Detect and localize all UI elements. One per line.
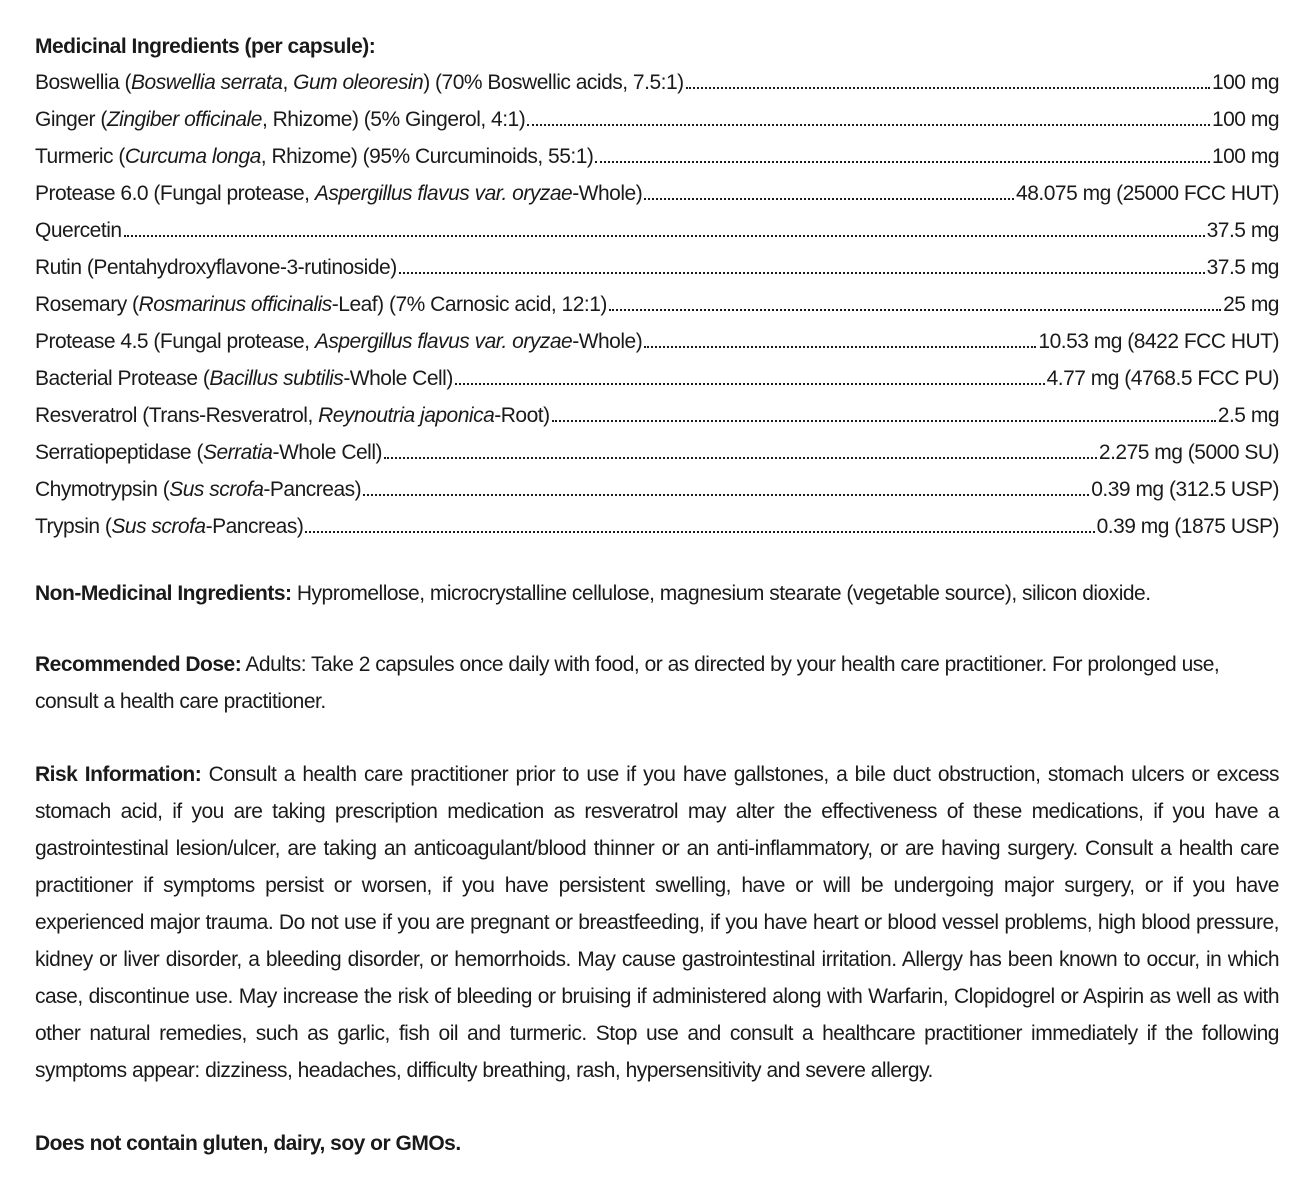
- dot-leader: [552, 420, 1216, 422]
- ingredient-name: [35, 360, 453, 397]
- ingredient-amount: 100 mg: [1211, 108, 1279, 131]
- dot-leader: [609, 309, 1221, 311]
- medicinal-ingredients-heading: Medicinal Ingredients (per capsule):: [35, 35, 376, 58]
- free-from-statement: Does not contain gluten, dairy, soy or GMOs.: [35, 1132, 461, 1155]
- ingredient-row: [35, 175, 1279, 212]
- ingredient-row: [35, 101, 1279, 138]
- ingredient-name-part: -Whole Cell): [343, 367, 453, 390]
- ingredient-name-part: Chymotrypsin (: [35, 478, 170, 501]
- medicinal-ingredients-list: [35, 64, 1279, 545]
- ingredient-row: [35, 64, 1279, 101]
- ingredient-name-part: -Root): [494, 404, 550, 427]
- ingredient-row: [35, 508, 1279, 545]
- ingredient-amount: 37.5 mg: [1206, 256, 1279, 279]
- dot-leader: [384, 457, 1097, 459]
- dot-leader: [644, 346, 1036, 348]
- ingredient-name-part: Rosemary (: [35, 293, 139, 316]
- ingredient-name-part: Turmeric (: [35, 145, 125, 168]
- ingredient-name-part: Ginger (: [35, 108, 107, 131]
- ingredient-name: [35, 138, 593, 175]
- ingredient-name-part: -Whole Cell): [272, 441, 382, 464]
- ingredient-name: [35, 249, 397, 286]
- ingredient-latin-name: Curcuma longa: [124, 145, 261, 168]
- ingredient-name-part: -Pancreas): [205, 515, 304, 538]
- ingredient-row: [35, 249, 1279, 286]
- ingredient-name-part: ) (70% Boswellic acids, 7.5:1): [423, 71, 684, 94]
- ingredient-name-part: ,: [282, 71, 294, 94]
- dot-leader: [124, 235, 1205, 237]
- ingredient-name-part: Resveratrol (Trans-Resveratrol,: [35, 404, 319, 427]
- ingredient-name-part: -Leaf) (7% Carnosic acid, 12:1): [331, 293, 607, 316]
- ingredient-amount: 2.5 mg: [1217, 404, 1279, 427]
- non-medicinal-ingredients: [35, 575, 1279, 612]
- dot-leader: [399, 272, 1205, 274]
- ingredient-name: [35, 471, 361, 508]
- ingredient-name-part: Boswellia (: [35, 71, 132, 94]
- ingredient-name-part: , Rhizome) (95% Curcuminoids, 55:1): [260, 145, 594, 168]
- ingredient-latin-name: Serratia: [202, 441, 273, 464]
- recommended-dose-label: Recommended Dose:: [35, 653, 242, 676]
- ingredient-latin-name: Aspergillus flavus var. oryzae: [314, 330, 573, 353]
- risk-information-text: Consult a health care practitioner prior to use if you have gallstones, a bile duct obstruction, stomach ulcers or excess stomach acid, if you are taking prescription medication as resveratrol may alter the effectiveness of these medications, if you have a gastrointestinal lesion/ulcer, are taking an anticoagulant/blood thinner or an anti-inflammatory, or are having surgery. Consult a health care practitioner if symptoms persist or worsen, if you have persistent swelling, have or will be undergoing major surgery, or if you have experienced major trauma. Do not use if you are pregnant or breastfeeding, if you have heart or blood vessel problems, high blood pressure, kidney or liver disorder, a bleeding disorder, or hemorrhoids. May cause gastrointestinal irritation. Allergy has been known to occur, in which case, discontinue use. May increase the risk of bleeding or bruising if administered along with Warfarin, Clopidogrel or Aspirin as well as with other natural remedies, such as garlic, fish oil and turmeric. Stop use and consult a healthcare practitioner immediately if the following symptoms appear: dizziness, headaches, difficulty breathing, rash, hypersensitivity and severe allergy.: [35, 763, 1279, 1082]
- ingredient-amount: 100 mg: [1211, 145, 1279, 168]
- ingredient-name: [35, 212, 122, 249]
- ingredient-row: [35, 212, 1279, 249]
- ingredient-latin-name: Bacillus subtilis: [209, 367, 344, 390]
- ingredient-row: [35, 434, 1279, 471]
- ingredient-name: [35, 101, 525, 138]
- ingredient-name: [35, 397, 550, 434]
- ingredient-row: [35, 471, 1279, 508]
- ingredient-latin-name: Sus scrofa: [169, 478, 264, 501]
- ingredient-name-part: Rutin (Pentahydroxyflavone-3-rutinoside): [35, 256, 397, 279]
- ingredient-amount: 4.77 mg (4768.5 FCC PU): [1046, 367, 1279, 390]
- dot-leader: [595, 161, 1210, 163]
- ingredient-name-part: Trypsin (: [35, 515, 112, 538]
- ingredient-latin-name: Reynoutria japonica: [318, 404, 495, 427]
- ingredient-name: [35, 64, 684, 101]
- ingredient-row: [35, 360, 1279, 397]
- recommended-dose-text: Adults: Take 2 capsules once daily with food, or as directed by your health care practitioner. For prolonged use, consult a health care practitioner.: [35, 653, 1220, 713]
- dot-leader: [686, 87, 1210, 89]
- ingredient-latin-name: Gum oleoresin: [293, 71, 424, 94]
- ingredient-name: [35, 175, 642, 212]
- ingredient-row: [35, 286, 1279, 323]
- dot-leader: [527, 124, 1210, 126]
- ingredient-name: [35, 286, 607, 323]
- ingredient-latin-name: Rosmarinus officinalis: [138, 293, 332, 316]
- ingredient-name: [35, 508, 303, 545]
- ingredient-amount: 100 mg: [1211, 71, 1279, 94]
- ingredient-name-part: -Whole): [572, 182, 643, 205]
- ingredient-name: [35, 323, 642, 360]
- ingredient-row: [35, 138, 1279, 175]
- ingredient-latin-name: Aspergillus flavus var. oryzae: [314, 182, 573, 205]
- supplement-label: [35, 30, 1279, 1162]
- ingredient-amount: 48.075 mg (25000 FCC HUT): [1016, 182, 1279, 205]
- ingredient-name-part: -Whole): [572, 330, 643, 353]
- ingredient-latin-name: Sus scrofa: [111, 515, 206, 538]
- non-medicinal-text: Hypromellose, microcrystalline cellulose, magnesium stearate (vegetable source), silicon dioxide.: [291, 582, 1151, 605]
- ingredient-amount: 37.5 mg: [1206, 219, 1279, 242]
- ingredient-name-part: Bacterial Protease (: [35, 367, 210, 390]
- risk-information-label: Risk Information:: [35, 763, 202, 786]
- non-medicinal-label: Non-Medicinal Ingredients:: [35, 582, 292, 605]
- ingredient-amount: 0.39 mg (1875 USP): [1096, 515, 1279, 538]
- ingredient-amount: 0.39 mg (312.5 USP): [1091, 478, 1279, 501]
- ingredient-name: [35, 434, 382, 471]
- dot-leader: [305, 531, 1094, 533]
- ingredient-row: [35, 323, 1279, 360]
- ingredient-latin-name: Boswellia serrata: [131, 71, 283, 94]
- dot-leader: [363, 494, 1089, 496]
- ingredient-name-part: -Pancreas): [263, 478, 362, 501]
- recommended-dose: [35, 646, 1279, 720]
- ingredient-row: [35, 397, 1279, 434]
- ingredient-amount: 25 mg: [1223, 293, 1279, 316]
- dot-leader: [644, 198, 1014, 200]
- ingredient-amount: 2.275 mg (5000 SU): [1098, 441, 1279, 464]
- ingredient-amount: 10.53 mg (8422 FCC HUT): [1038, 330, 1279, 353]
- ingredient-name-part: Protease 6.0 (Fungal protease,: [35, 182, 315, 205]
- ingredient-name-part: Serratiopeptidase (: [35, 441, 203, 464]
- ingredient-name-part: , Rhizome) (5% Gingerol, 4:1): [261, 108, 526, 131]
- ingredient-name-part: Protease 4.5 (Fungal protease,: [35, 330, 315, 353]
- risk-information: [35, 756, 1279, 1089]
- ingredient-latin-name: Zingiber officinale: [106, 108, 262, 131]
- ingredient-name-part: Quercetin: [35, 219, 122, 242]
- dot-leader: [455, 383, 1045, 385]
